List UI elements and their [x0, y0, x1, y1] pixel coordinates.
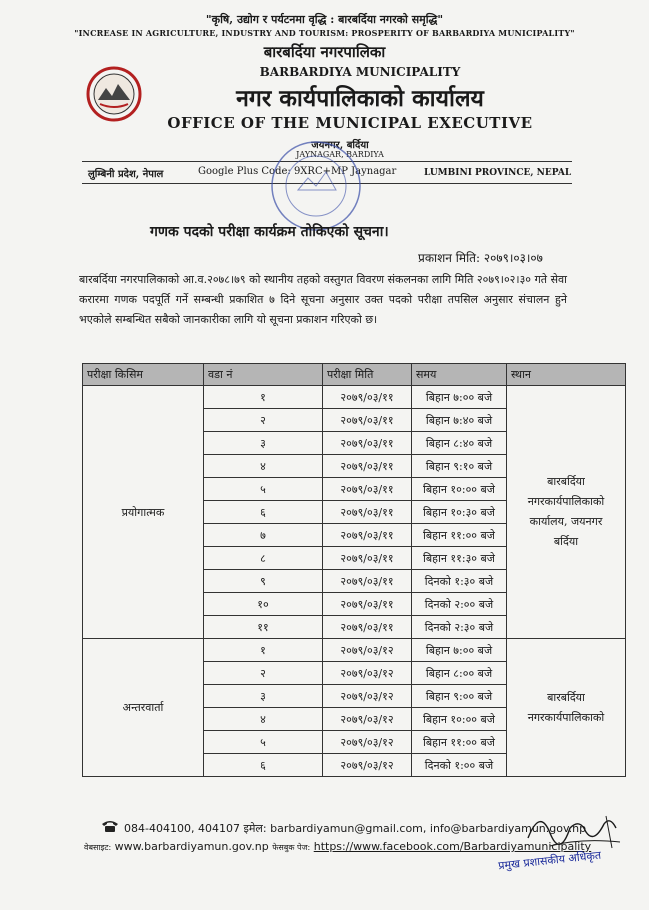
exam-time-cell: बिहान ७:०० बजे: [412, 386, 507, 409]
exam-date-cell: २०७९/०३/११: [323, 409, 412, 432]
exam-date-cell: २०७९/०३/१२: [323, 685, 412, 708]
ward-cell: ३: [204, 432, 323, 455]
contact-line: [124, 821, 586, 836]
exam-schedule-table: [82, 363, 626, 777]
exam-date-cell: २०७९/०३/१२: [323, 708, 412, 731]
municipality-name-english: BARBARDIYA MUNICIPALITY: [259, 65, 461, 79]
table-row: [83, 386, 626, 409]
ward-cell: ५: [204, 731, 323, 754]
exam-date-cell: २०७९/०३/११: [323, 386, 412, 409]
office-name-english: OFFICE OF THE MUNICIPAL EXECUTIVE: [167, 114, 533, 132]
exam-type-cell: अन्तरवार्ता: [83, 639, 204, 777]
ward-cell: २: [204, 409, 323, 432]
venue-line: कार्यालय, जयनगर: [529, 515, 603, 528]
exam-date-cell: २०७९/०३/११: [323, 524, 412, 547]
venue-line: नगरकार्यपालिकाको: [527, 495, 605, 508]
exam-time-cell: बिहान ८:०० बजे: [412, 662, 507, 685]
slogan-english: "INCREASE IN AGRICULTURE, INDUSTRY AND TOURISM: PROSPERITY OF BARBARDIYA MUNICIPALITY": [74, 28, 575, 38]
exam-date-cell: २०७९/०३/१२: [323, 662, 412, 685]
exam-time-cell: दिनको १:०० बजे: [412, 754, 507, 777]
province-nepali: लुम्बिनी प्रदेश, नेपाल: [88, 169, 164, 180]
header-ward-no: वडा नं: [204, 364, 323, 386]
notice-title: गणक पदको परीक्षा कार्यक्रम तोकिएको सूचना।: [150, 224, 389, 240]
exam-date-cell: २०७९/०३/११: [323, 432, 412, 455]
exam-date-cell: २०७९/०३/११: [323, 455, 412, 478]
facebook-link[interactable]: https://www.facebook.com/Barbardiyamunicipality: [313, 840, 592, 853]
ward-cell: ९: [204, 570, 323, 593]
exam-date-cell: २०७९/०३/११: [323, 547, 412, 570]
exam-time-cell: दिनको २:३० बजे: [412, 616, 507, 639]
nepal-emblem-logo: [86, 66, 142, 122]
venue-line: बर्दिया: [553, 535, 579, 548]
header-time: समय: [412, 364, 507, 386]
ward-cell: ४: [204, 455, 323, 478]
exam-date-cell: २०७९/०३/१२: [323, 639, 412, 662]
province-english: LUMBINI PROVINCE, NEPAL: [424, 168, 572, 178]
ward-cell: ६: [204, 754, 323, 777]
exam-time-cell: बिहान ११:३० बजे: [412, 547, 507, 570]
email-addresses[interactable]: barbardiyamun@gmail.com, info@barbardiyamun.gov.np: [270, 822, 587, 835]
office-name-nepali: नगर कार्यपालिकाको कार्यालय: [236, 85, 484, 112]
venue-line: बारबर्दिया: [547, 475, 585, 488]
table-row: [83, 639, 626, 662]
ward-cell: ५: [204, 478, 323, 501]
phone-numbers: 084-404100, 404107: [124, 822, 240, 835]
ward-cell: ६: [204, 501, 323, 524]
venue-line: नगरकार्यपालिकाको: [527, 710, 605, 724]
header-exam-type: परीक्षा किसिम: [83, 364, 204, 386]
email-label: इमेल:: [243, 822, 267, 835]
ward-cell: ११: [204, 616, 323, 639]
ward-cell: १: [204, 639, 323, 662]
exam-time-cell: बिहान ९:०० बजे: [412, 685, 507, 708]
exam-time-cell: बिहान १०:०० बजे: [412, 478, 507, 501]
website-label: वेबसाइट:: [84, 843, 112, 852]
exam-time-cell: बिहान ९:१० बजे: [412, 455, 507, 478]
exam-date-cell: २०७९/०३/११: [323, 501, 412, 524]
address-nepali: जयनगर, बर्दिया: [311, 140, 369, 151]
header-exam-date: परीक्षा मिति: [323, 364, 412, 386]
ward-cell: १०: [204, 593, 323, 616]
venue-cell: [507, 639, 626, 777]
web-line: [84, 840, 591, 853]
exam-date-cell: २०७९/०३/१२: [323, 731, 412, 754]
venue-cell: [507, 386, 626, 639]
office-stamp-icon: [268, 138, 364, 234]
header-venue: स्थान: [507, 364, 626, 386]
exam-time-cell: बिहान ११:०० बजे: [412, 524, 507, 547]
notice-body: बारबर्दिया नगरपालिकाको आ.व.२०७८।७९ को स्थानीय तहको वस्तुगत विवरण संकलनका लागि मिति २०७९।०२।३० गते सेवा करारमा गणक पदपूर्ति गर्ने सम्बन्धी प्रकाशित ७ दिने सूचना अनुसार उक्त पदको परीक्षा तपसिल अनुसार संचालन हुने भएकोले सम्बन्धित सबैको जानकारीका लागि यो सूचना प्रकाशन गरिएको छ।: [79, 273, 567, 326]
ward-cell: ८: [204, 547, 323, 570]
ward-cell: २: [204, 662, 323, 685]
exam-date-cell: २०७९/०३/११: [323, 570, 412, 593]
signatory-title: प्रमुख प्रशासकीय अधिकृत: [497, 848, 602, 873]
website-link[interactable]: www.barbardiyamun.gov.np: [114, 840, 269, 853]
exam-time-cell: बिहान ८:४० बजे: [412, 432, 507, 455]
exam-type-cell: प्रयोगात्मक: [83, 386, 204, 639]
google-plus-code: Google Plus Code: 9XRC+MP Jaynagar: [198, 166, 397, 177]
slogan-nepali: "कृषि, उद्योग र पर्यटनमा वृद्धि : बारबर्दिया नगरको समृद्धि": [205, 13, 444, 26]
exam-time-cell: बिहान ७:०० बजे: [412, 639, 507, 662]
exam-time-cell: बिहान १०:०० बजे: [412, 708, 507, 731]
publication-date: प्रकाशन मिति: २०७९।०३।०७: [418, 251, 543, 265]
phone-icon: [100, 819, 120, 833]
exam-time-cell: बिहान ११:०० बजे: [412, 731, 507, 754]
municipality-name-nepali: बारबर्दिया नगरपालिका: [263, 43, 386, 61]
facebook-label: फेसबुक पेज:: [272, 843, 311, 852]
table-header-row: [83, 364, 626, 386]
exam-time-cell: दिनको १:३० बजे: [412, 570, 507, 593]
exam-date-cell: २०७९/०३/११: [323, 593, 412, 616]
ward-cell: १: [204, 386, 323, 409]
exam-time-cell: दिनको २:०० बजे: [412, 593, 507, 616]
exam-time-cell: बिहान १०:३० बजे: [412, 501, 507, 524]
exam-date-cell: २०७९/०३/११: [323, 616, 412, 639]
exam-time-cell: बिहान ७:४० बजे: [412, 409, 507, 432]
ward-cell: ३: [204, 685, 323, 708]
address-english: JAYNAGAR, BARDIYA: [296, 150, 384, 159]
ward-cell: ७: [204, 524, 323, 547]
venue-line: बारबर्दिया: [547, 690, 585, 704]
ward-cell: ४: [204, 708, 323, 731]
exam-date-cell: २०७९/०३/१२: [323, 754, 412, 777]
exam-date-cell: २०७९/०३/११: [323, 478, 412, 501]
